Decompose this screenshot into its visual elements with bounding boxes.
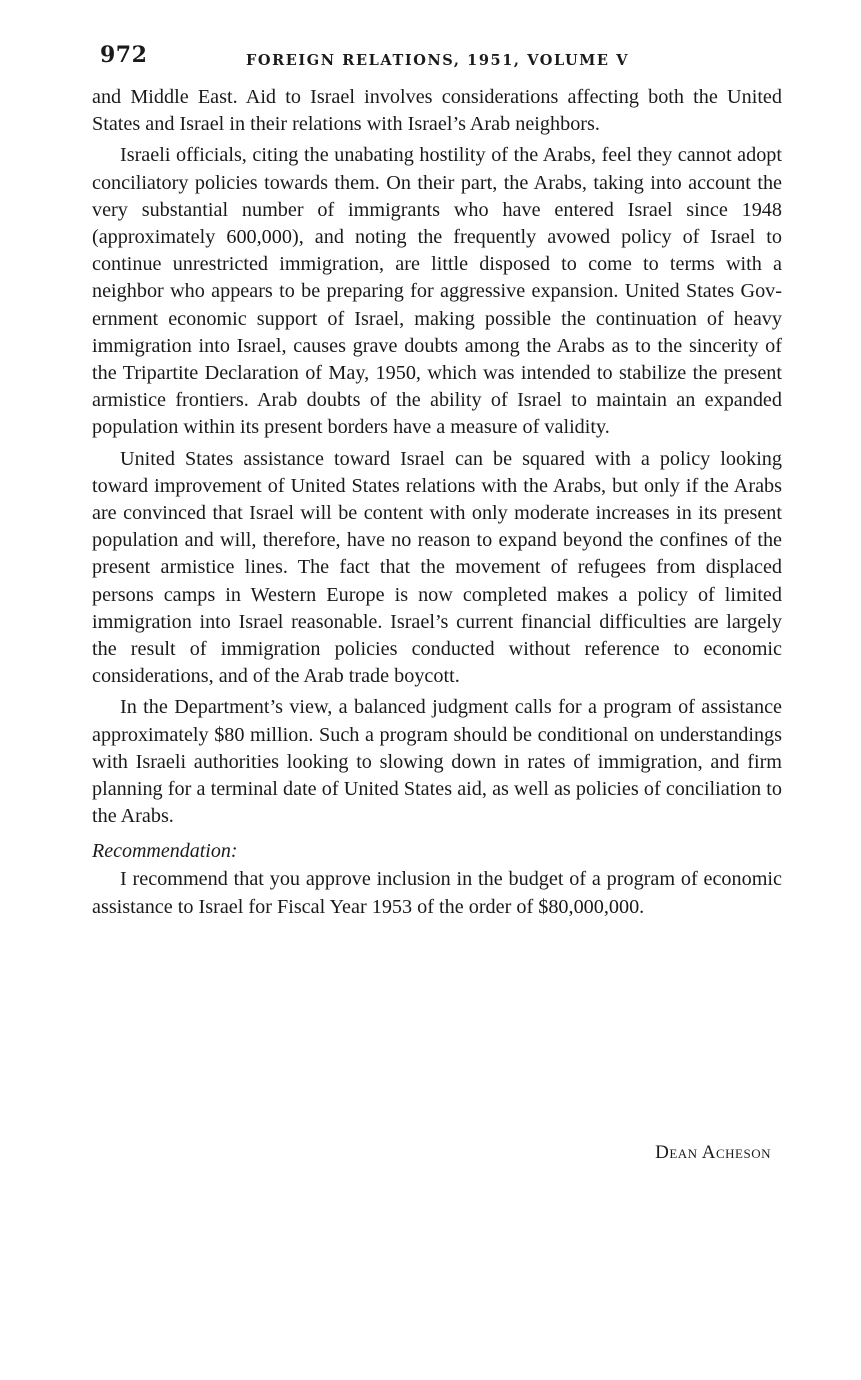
running-head: FOREIGN RELATIONS, 1951, VOLUME V (246, 52, 630, 69)
signature: Dean Acheson (655, 1142, 771, 1163)
paragraph-continuation: and Middle East. Aid to Israel involves considerations affecting both the United States and Israel in their relations with Israel’s Arab neighbors. (92, 86, 782, 136)
paragraph-department-view: In the Department’s view, a balanced judgment calls for a program of assistance approximately $80 million. Such a program should be conditional on understandings with Israeli authorities looking to slowing down in rates of immigration, and firm planning for a terminal date of United States aid, as well as policies of conciliation to the Arabs. (92, 696, 782, 828)
page-number: 972 (100, 42, 148, 68)
recommendation-text: I recommend that you approve inclusion in the budget of a program of economic assistance to Israel for Fiscal Year 1953 of the order of $80,000,000. (92, 868, 782, 918)
page-header (100, 42, 780, 76)
body-text (92, 84, 782, 925)
paragraph-us-assistance: United States assistance toward Israel can be squared with a policy looking toward improvement of United States relations with the Arabs, but only if the Arabs are convinced that Israel will be content with only moderate increases in its present population and will, therefore, have no reason to expand beyond the confines of the present armistice lines. The fact that the movement of refugees from displaced persons camps in Western Europe is now completed makes a policy of limited immigration into Israel reasonable. Israel’s current financial difficulties are largely the result of immigration policies conducted without reference to economic considerations, and of the Arab trade boycott. (92, 447, 782, 688)
recommendation-heading: Recommendation: (92, 840, 238, 863)
paragraph-israeli-officials: Israeli officials, citing the unabating hostility of the Arabs, feel they cannot adopt conciliatory policies towards them. On their part, the Arabs, taking into account the very substantial number of immigrants who have entered Israel since 1948 (approximately 600,000), and noting the frequently avowed policy of Israel to continue unrestricted immigration, are little disposed to come to terms with a neighbor who appears to be preparing for aggressive expansion. United States Government economic support of Israel, making possible the continuation of heavy immigration into Israel, causes grave doubts among the Arabs as to the sincerity of the Tripartite Declaration of May, 1950, which was intended to stabilize the present armistice frontiers. Arab doubts of the ability of Israel to maintain an expanded population within its present borders have a measure of validity. (92, 144, 782, 439)
